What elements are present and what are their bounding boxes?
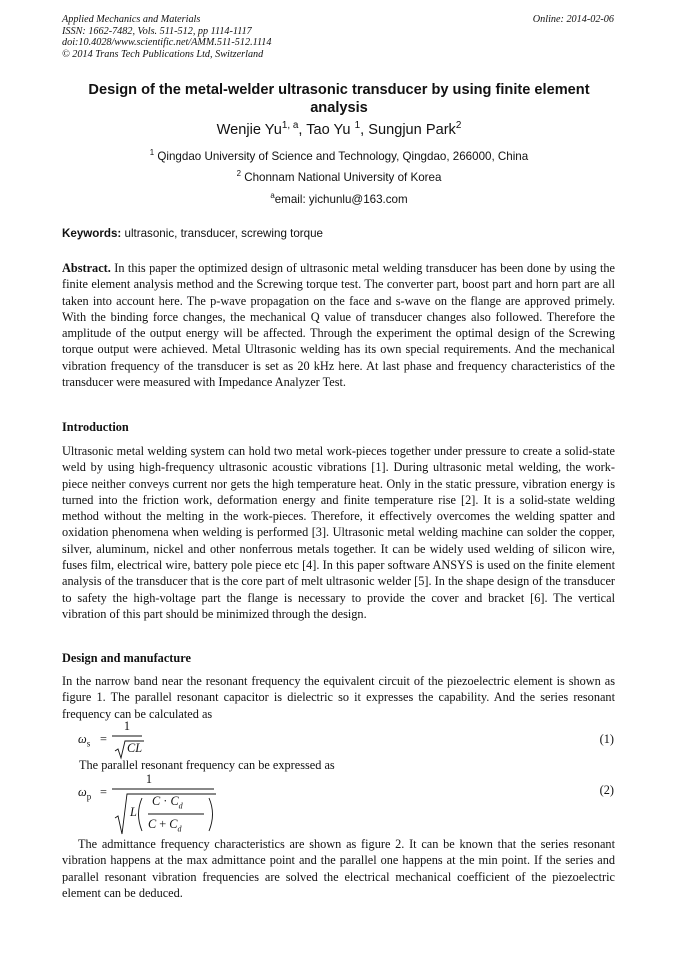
eq2-subscript: p (86, 791, 92, 802)
eq2-dot: · (160, 794, 171, 808)
author-2-sup: 1 (354, 120, 361, 132)
abstract-label: Abstract. (62, 261, 111, 275)
abstract-text: In this paper the optimized design of ultrasonic metal welding transducer has been done by using the finite element analysis method and the Screwing torque test. The converter part, boost part and horn part are all taken into account here. The p-wave propagation on the face and s-wave on the flange are approved primely. With the binding force changes, the mechanical Q value of transducer changes also followed. Therefore the amplitude of the output energy will be affected. Through the experiment the optimal design of the Screwing torque output were achieved. Metal Ultrasonic welding has its own special requirements. And the mechanical vibration frequency of the transducer is set as 20 kHz here. At last phase and frequency characteristics of the transducer were measured with Impedance Analyzer Test. (62, 261, 615, 390)
journal-header (62, 14, 271, 60)
introduction-text: Ultrasonic metal welding system can hold two metal work-pieces together under pressure to create a solid-state weld by using high-frequency ultrasonic acoustic vibrations [1]. During ultrasonic metal welding, the work-piece neither conveys current nor gets the high temperature heat. Only in the static pressure, vibration energy is turned into the friction work, deformation energy and finite temperature rise [2]. It is a solid-state welding method without the melting in the work-pieces. Therefore, it effectively overcomes the welding spatter and oxidation phenomena when welding is performed [3]. Ultrasonic metal welding machine can solder the copper, silver, aluminum, nickel and other nonferrous metals together. It can be widely used welding of silicon wire, fuses film, electrical wire, battery pole piece etc [4]. In this paper software ANSYS is used on the finite element analysis of the transducer that is the core part of melt ultrasonic welder [5]. In the shape design of the transducer to safety the high-voltage part the flange is necessary to provide the cover and bracket [6]. The vertical vibration of this part should be minimized through the design. (62, 444, 615, 621)
design-paragraph-2: The admittance frequency characteristics are shown as figure 2. It can be known that the series resonant vibration happens at the max admittance point and the parallel one happens at the min point. If the series and parallel resonant vibration frequencies are solved the electrical mechanical coefficient of the piezoelectric element can be deduced. (62, 837, 615, 900)
eq1-omega: ω (78, 732, 87, 746)
parallel-frequency-text: The parallel resonant frequency can be expressed as (79, 758, 335, 772)
author-1-sup: 1, a (281, 120, 299, 132)
author-3: , Sungjun Park (360, 122, 456, 138)
author-email (62, 193, 616, 206)
affiliation-2-text: Chonnam National University of Korea (240, 171, 442, 184)
title-line-1: Design of the metal-welder ultrasonic transducer by using finite element (88, 82, 590, 98)
eq2-d-sub: d (178, 801, 183, 811)
author-3-sup: 2 (455, 120, 462, 132)
author-1: Wenjie Yu (216, 122, 282, 138)
design-heading: Design and manufacture (62, 651, 191, 665)
eq2-d-sub-den: d (177, 824, 182, 834)
design-paragraph-1: In the narrow band near the resonant frequency the equivalent circuit of the piezoelectric element is shown as figure 1. The parallel resonant capacitor is dielectric so it expresses the capability. And the series resonant frequency can be calculated as (62, 674, 615, 721)
email-text: email: yichunlu@163.com (274, 193, 408, 206)
eq1-denominator: CL (127, 741, 143, 755)
journal-name: Applied Mechanics and Materials (62, 14, 201, 25)
eq1-numerator: 1 (123, 719, 131, 733)
eq2-numerator: 1 (145, 772, 153, 786)
keywords-text: ultrasonic, transducer, screwing torque (121, 227, 323, 240)
eq2-L: L (130, 805, 137, 819)
eq2-omega: ω (78, 785, 87, 799)
eq2-inner-denominator (148, 817, 182, 833)
issn-line: ISSN: 1662-7482, Vols. 511-512, pp 1114-1117 (62, 25, 252, 37)
equation-2-number: (2) (599, 783, 614, 797)
online-date: Online: 2014-02-06 (532, 14, 614, 25)
eq2-inner-numerator (152, 794, 183, 810)
eq1-subscript: s (86, 738, 91, 749)
keywords-label: Keywords: (62, 227, 122, 240)
eq2-C: C (152, 794, 161, 808)
affiliation-1-text: Qingdao University of Science and Technology, Qingdao, 266000, China (154, 150, 529, 163)
affiliation-1-sup: 1 (149, 148, 155, 158)
author-2: , Tao Yu (298, 122, 355, 138)
equation-2: $\omega_p$ = 1 L $C \cdot C_d$ $C + C_d$ (78, 774, 228, 836)
copyright-line: © 2014 Trans Tech Publications Ltd, Switzerland (62, 48, 264, 60)
equation-1: $\omega_s$ = 1 CL (78, 719, 198, 759)
equation-1-number: (1) (599, 732, 614, 746)
doi-line: doi:10.4028/www.scientific.net/AMM.511-512.1114 (62, 37, 272, 49)
affiliation-2-sup: 2 (236, 169, 241, 179)
eq2-plus: + (156, 817, 170, 831)
introduction-heading: Introduction (62, 420, 129, 434)
affiliation-1 (62, 150, 616, 163)
title-line-2: analysis (310, 100, 368, 116)
email-sup: a (270, 191, 275, 201)
abstract (62, 260, 615, 390)
keywords (62, 227, 323, 240)
author-list (62, 122, 616, 138)
eq2-Cd-den: C (169, 817, 178, 831)
paper-title (62, 81, 616, 117)
affiliation-2 (62, 171, 616, 184)
eq2-Cd: C (170, 794, 179, 808)
eq2-C-den: C (148, 817, 157, 831)
